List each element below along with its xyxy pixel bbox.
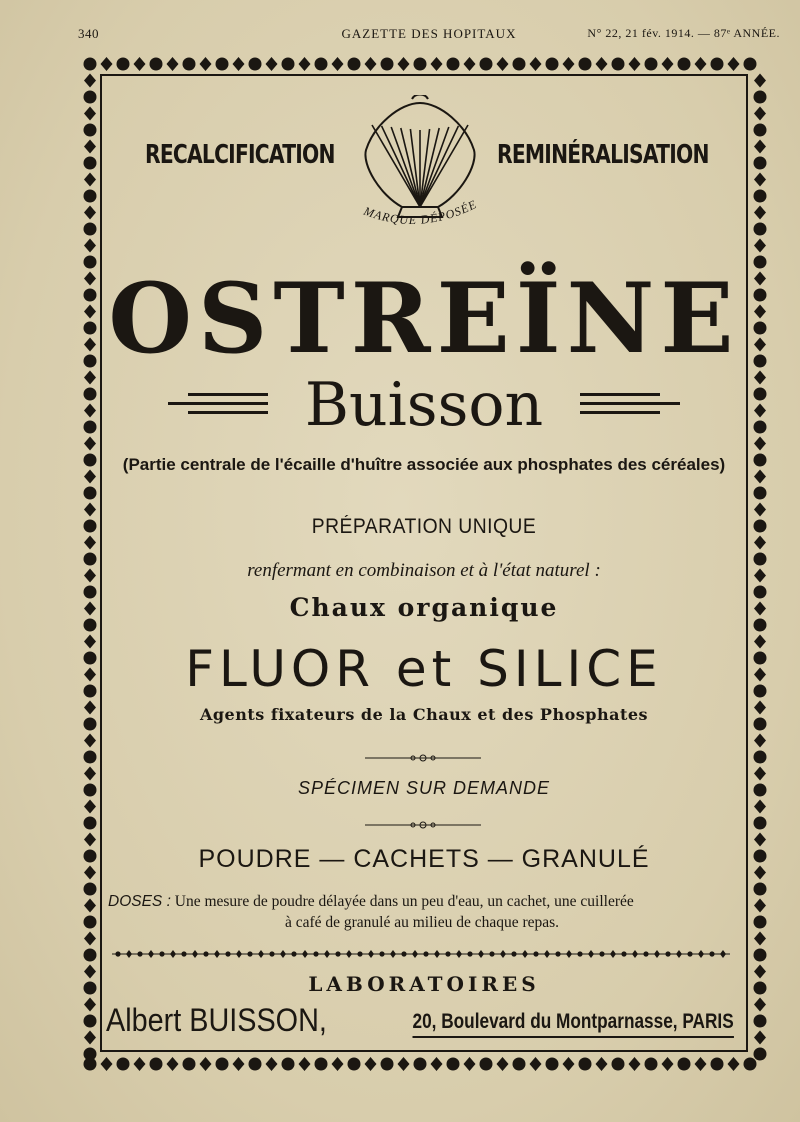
recalcification-label: RECALCIFICATION xyxy=(145,140,335,170)
doses-text-line2: à café de granulé au milieu de chaque repas. xyxy=(284,914,560,931)
divider-ornament xyxy=(365,820,481,830)
company-name: Albert BUISSON, xyxy=(106,1002,327,1038)
issue-info: N° 22, 21 fév. 1914. — 87ᵉ ANNÉE. xyxy=(587,26,780,40)
trademark-arc xyxy=(355,196,490,246)
product-forms: POUDRE — CACHETS — GRANULÉ xyxy=(198,845,650,873)
laboratories-heading: LABORATOIRES xyxy=(308,972,540,996)
page-number: 340 xyxy=(78,26,99,41)
right-decorative-rules xyxy=(580,393,680,423)
fluor-silice-heading: FLUOR et SILICE xyxy=(185,640,663,698)
divider-ornament xyxy=(365,753,481,763)
svg-text:MARQUE DÉPOSÉE xyxy=(361,197,479,227)
combination-line: renfermant en combinaison et à l'état naturel : xyxy=(247,560,601,581)
journal-title: GAZETTE DES HOPITAUX xyxy=(341,26,517,41)
doses-paragraph xyxy=(108,891,736,933)
remineralisation-label: REMINÉRALISATION xyxy=(497,140,709,170)
product-description: (Partie centrale de l'écaille d'huître associée aux phosphates des céréales) xyxy=(122,455,726,474)
maker-word: Buisson xyxy=(304,370,544,440)
agents-line: Agents fixateurs de la Chaux et des Phosphates xyxy=(199,705,649,724)
doses-text-line1: Une mesure de poudre délayée dans un peu d'eau, un cachet, une cuillerée xyxy=(174,893,634,910)
specimen-line: SPÉCIMEN SUR DEMANDE xyxy=(297,778,551,798)
running-header xyxy=(78,26,780,44)
trademark-text: MARQUE DÉPOSÉE xyxy=(361,196,480,227)
brand-name: OSTREÏNE xyxy=(108,262,740,375)
street-address: 20, Boulevard du Montparnasse, PARIS xyxy=(413,1010,734,1038)
chaux-heading: Chaux organique xyxy=(289,593,559,622)
company-address xyxy=(106,1000,746,1048)
dotted-separator xyxy=(112,947,730,961)
preparation-heading: PRÉPARATION UNIQUE xyxy=(311,515,537,538)
doses-label: DOSES : xyxy=(108,893,171,910)
